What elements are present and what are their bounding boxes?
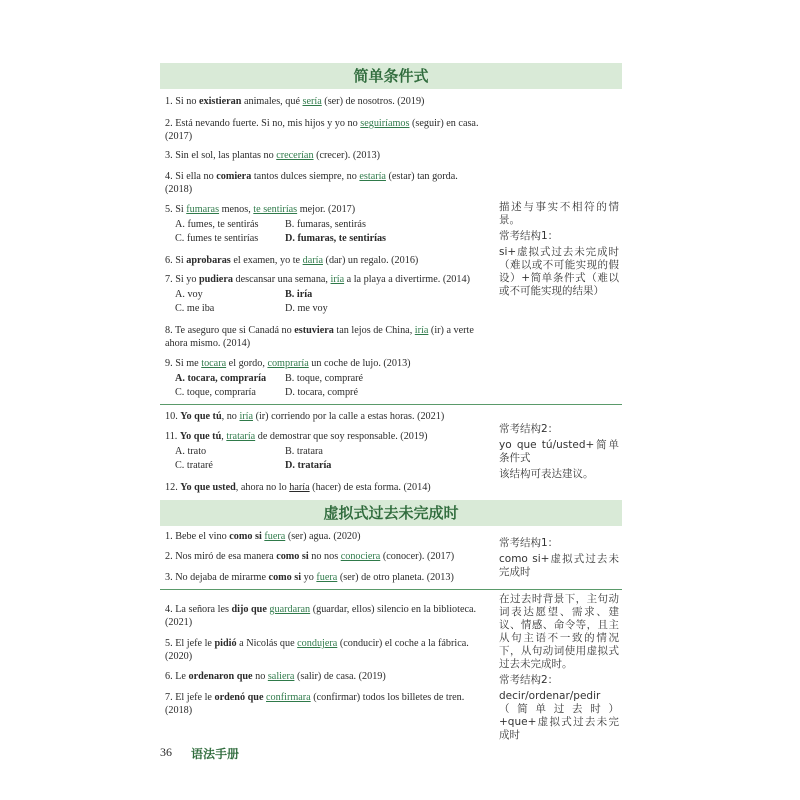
answer-options <box>175 445 479 473</box>
sentence-text: (ir) corriendo por la calle a estas horas. (2021) <box>253 411 445 422</box>
exercise-number: 11. <box>165 431 180 442</box>
answer-verb: condujera <box>297 638 338 649</box>
exercise-number: 4. <box>165 604 176 615</box>
exercise-number: 10. <box>165 411 181 422</box>
key-phrase: Yo que usted <box>180 482 236 493</box>
exercise-sentence <box>165 430 479 443</box>
exercise-item <box>165 530 479 543</box>
page-number: 36 <box>160 745 172 759</box>
sentence-text: Si yo <box>175 274 199 285</box>
answer-verb: confirmara <box>266 692 311 703</box>
exercise-sentence <box>165 550 479 563</box>
sentence-text: un coche de lujo. (2013) <box>308 358 411 369</box>
exercise-item <box>165 691 479 717</box>
exercise-sentence <box>165 95 479 108</box>
sentence-text: (hacer) de esta forma. (2014) <box>309 482 431 493</box>
key-phrase: ordenó que <box>214 692 264 703</box>
exercise-item <box>165 571 479 584</box>
answer-verb: tocara <box>201 358 227 369</box>
note-line: 描述与事实不相符的情景。 <box>499 201 619 226</box>
sentence-text: (ser) de nosotros. (2019) <box>321 96 425 107</box>
sentence-text: Si ella no <box>175 171 217 182</box>
note-box <box>499 537 619 582</box>
exercise-sentence <box>165 149 479 162</box>
answer-verb: crecerían <box>276 150 314 161</box>
sentence-text: (dar) un regalo. (2016) <box>323 255 419 266</box>
option: A. trato <box>175 446 207 457</box>
exercise-sentence <box>165 637 479 663</box>
sentence-text: animales, qué <box>241 96 303 107</box>
option: D. tocara, compré <box>285 387 358 398</box>
note-line: 常考结构1： <box>499 230 559 242</box>
correct-option: B. iría <box>285 289 313 300</box>
exercise-sentence <box>165 357 479 370</box>
sentence-text: (estar) tan gorda. (2018) <box>165 171 458 195</box>
exercise-sentence <box>165 670 479 683</box>
option: C. me iba <box>175 303 215 314</box>
sentence-text: Si <box>175 255 187 266</box>
exercise-item <box>165 430 479 473</box>
exercise-item <box>165 203 479 246</box>
answer-verb: seguiríamos <box>360 118 410 129</box>
sentence-text: yo <box>301 572 317 583</box>
exercise-number: 12. <box>165 482 181 493</box>
answer-verb: te sentirías <box>253 204 298 215</box>
exercise-sentence <box>165 324 479 350</box>
answer-verb: saliera <box>267 671 295 682</box>
key-phrase: existieran <box>198 96 242 107</box>
exercise-item <box>165 95 479 108</box>
exercise-number: 7. <box>165 692 176 703</box>
exercise-sentence <box>165 410 479 423</box>
note-line: si+虚拟式过去未完成时（难以或不可能实现的假设）+简单条件式（难以或不可能实现的结果） <box>499 246 619 297</box>
correct-option: D. trataría <box>285 460 332 471</box>
sentence-text: Te aseguro que si Canadá no <box>175 325 295 336</box>
exercise-item <box>165 170 479 196</box>
divider <box>160 589 622 590</box>
exercise-sentence <box>165 203 479 216</box>
key-phrase: como si <box>229 531 262 542</box>
sentence-text: Bebe el vino <box>175 531 230 542</box>
option: A. voy <box>175 289 203 300</box>
exercise-number: 6. <box>165 671 176 682</box>
exercise-number: 3. <box>165 150 176 161</box>
sentence-text: el examen, yo te <box>230 255 303 266</box>
note-line: yo que tú/usted+简单条件式 <box>499 439 619 464</box>
sentence-text: a Nicolás que <box>236 638 298 649</box>
answer-verb: conociera <box>340 551 381 562</box>
exercise-item <box>165 324 479 350</box>
key-phrase: pidió <box>214 638 237 649</box>
sentence-text: (salir) de casa. (2019) <box>294 671 386 682</box>
note-line: 常考结构2： <box>499 674 559 686</box>
sentence-text: El jefe le <box>175 638 215 649</box>
sentence-text: a la playa a divertirme. (2014) <box>344 274 470 285</box>
key-phrase: dijo que <box>231 604 267 615</box>
sentence-text: Sin el sol, las plantas no <box>175 150 277 161</box>
exercise-sentence <box>165 603 479 629</box>
answer-verb: fuera <box>316 572 338 583</box>
option: A. fumes, te sentirás <box>175 219 259 230</box>
sentence-text: Nos miró de esa manera <box>175 551 277 562</box>
answer-verb: daría <box>302 255 323 266</box>
exercise-sentence <box>165 530 479 543</box>
answer-verb: iría <box>414 325 429 336</box>
answer-verb: iría <box>239 411 254 422</box>
key-phrase: como si <box>268 572 302 583</box>
exercise-number: 2. <box>165 551 176 562</box>
divider <box>160 404 622 405</box>
answer-verb: haría <box>289 482 310 493</box>
sentence-text: tan lejos de China, <box>333 325 415 336</box>
exercise-number: 5. <box>165 638 176 649</box>
exercise-item <box>165 254 479 267</box>
exercise-sentence <box>165 481 479 494</box>
sentence-text: (confirmar) todos los billetes de tren. (2018) <box>165 692 465 716</box>
answer-verb: guardaran <box>269 604 311 615</box>
key-phrase: Yo que tú <box>179 431 222 442</box>
answer-verb: trataría <box>226 431 256 442</box>
note-line: 在过去时背景下，主句动词表达愿望、需求、建议、情感、命令等，且主从句主语不一致的情况下，从句动词使用虚拟式过去未完成时。 <box>499 593 619 670</box>
sentence-text: (conducir) el coche a la fábrica. (2020) <box>165 638 469 662</box>
exercise-number: 7. <box>165 274 176 285</box>
exercise-number: 1. <box>165 531 176 542</box>
key-phrase: aprobaras <box>186 255 231 266</box>
exercise-sentence <box>165 273 479 286</box>
sentence-text: (guardar, ellos) silencio en la biblioteca. (2021) <box>165 604 477 628</box>
sentence-text: No dejaba de mirarme <box>175 572 269 583</box>
exercise-item <box>165 117 479 143</box>
sentence-text: , <box>221 431 227 442</box>
note-line: 该结构可表达建议。 <box>499 468 594 480</box>
sentence-text: no <box>252 671 268 682</box>
key-phrase: como si <box>276 551 309 562</box>
sentence-text: Está nevando fuerte. Si no, mis hijos y yo no <box>175 118 361 129</box>
option: C. fumes te sentirías <box>175 233 259 244</box>
sentence-text: (crecer). (2013) <box>313 150 381 161</box>
exercise-item <box>165 273 479 316</box>
sentence-text: mejor. (2017) <box>297 204 356 215</box>
answer-options <box>175 218 479 246</box>
sentence-text: de demostrar que soy responsable. (2019) <box>255 431 428 442</box>
note-line: 常考结构1： <box>499 537 559 549</box>
exercise-item <box>165 603 479 629</box>
sentence-text: (seguir) en casa. (2017) <box>165 118 479 142</box>
exercise-item <box>165 357 479 400</box>
sentence-text: (conocer). (2017) <box>380 551 455 562</box>
sentence-text: (ir) a verte ahora mismo. (2014) <box>165 325 474 349</box>
sentence-text: Si <box>175 204 187 215</box>
exercise-item <box>165 410 479 423</box>
sentence-text: El jefe le <box>175 692 215 703</box>
exercise-sentence <box>165 571 479 584</box>
exercise-item <box>165 637 479 663</box>
correct-option: A. tocara, compraría <box>175 373 267 384</box>
section-title-imperfect-subjunctive: 虚拟式过去未完成时 <box>160 500 622 526</box>
exercise-number: 8. <box>165 325 176 336</box>
note-line: 常考结构2： <box>499 423 559 435</box>
note-box <box>499 423 619 484</box>
sentence-text: descansar una semana, <box>232 274 331 285</box>
note-box <box>499 201 619 301</box>
exercise-sentence <box>165 254 479 267</box>
book-name: 语法手册 <box>191 747 240 761</box>
answer-verb: sería <box>302 96 322 107</box>
key-phrase: estuviera <box>294 325 334 336</box>
option: D. me voy <box>285 303 328 314</box>
correct-option: D. fumaras, te sentirías <box>285 233 387 244</box>
answer-verb: iría <box>330 274 345 285</box>
exercise-number: 6. <box>165 255 176 266</box>
option: B. fumaras, sentirás <box>285 219 366 230</box>
section-title-simple-conditional: 简单条件式 <box>160 63 622 89</box>
option: C. toque, compraría <box>175 387 256 398</box>
exercise-item <box>165 481 479 494</box>
key-phrase: comiera <box>216 171 252 182</box>
option: C. trataré <box>175 460 213 471</box>
sentence-text: Le <box>175 671 189 682</box>
sentence-text: (ser) de otro planeta. (2013) <box>337 572 454 583</box>
answer-verb: fumaras <box>186 204 220 215</box>
key-phrase: ordenaron que <box>188 671 253 682</box>
note-line: como si+虚拟式过去未完成时 <box>499 553 619 578</box>
key-phrase: pudiera <box>198 274 233 285</box>
exercise-item <box>165 550 479 563</box>
sentence-text: (ser) agua. (2020) <box>285 531 361 542</box>
answer-options <box>175 372 479 400</box>
exercise-number: 5. <box>165 204 176 215</box>
exercise-number: 9. <box>165 358 176 369</box>
sentence-text: no nos <box>308 551 341 562</box>
sentence-text: , ahora no lo <box>235 482 290 493</box>
exercise-number: 3. <box>165 572 176 583</box>
note-box <box>499 593 619 745</box>
answer-options <box>175 288 479 316</box>
sentence-text: tantos dulces siempre, no <box>251 171 360 182</box>
answer-verb: estaría <box>359 171 386 182</box>
sentence-text: menos, <box>219 204 254 215</box>
exercise-number: 2. <box>165 118 176 129</box>
sentence-text: Si no <box>175 96 199 107</box>
note-line: decir/ordenar/pedir（简单过去时）+que+虚拟式过去未完成时 <box>499 690 619 741</box>
exercise-number: 4. <box>165 171 176 182</box>
exercise-sentence <box>165 170 479 196</box>
option: B. toque, compraré <box>285 373 364 384</box>
key-phrase: Yo que tú <box>180 411 222 422</box>
sentence-text: La señora les <box>175 604 232 615</box>
exercise-number: 1. <box>165 96 176 107</box>
exercise-item <box>165 149 479 162</box>
sentence-text: , no <box>221 411 240 422</box>
option: B. tratara <box>285 446 323 457</box>
answer-verb: fuera <box>264 531 286 542</box>
answer-verb: compraría <box>267 358 309 369</box>
exercise-sentence <box>165 691 479 717</box>
sentence-text: Si me <box>175 358 202 369</box>
exercise-sentence <box>165 117 479 143</box>
sentence-text: el gordo, <box>226 358 268 369</box>
exercise-item <box>165 670 479 683</box>
